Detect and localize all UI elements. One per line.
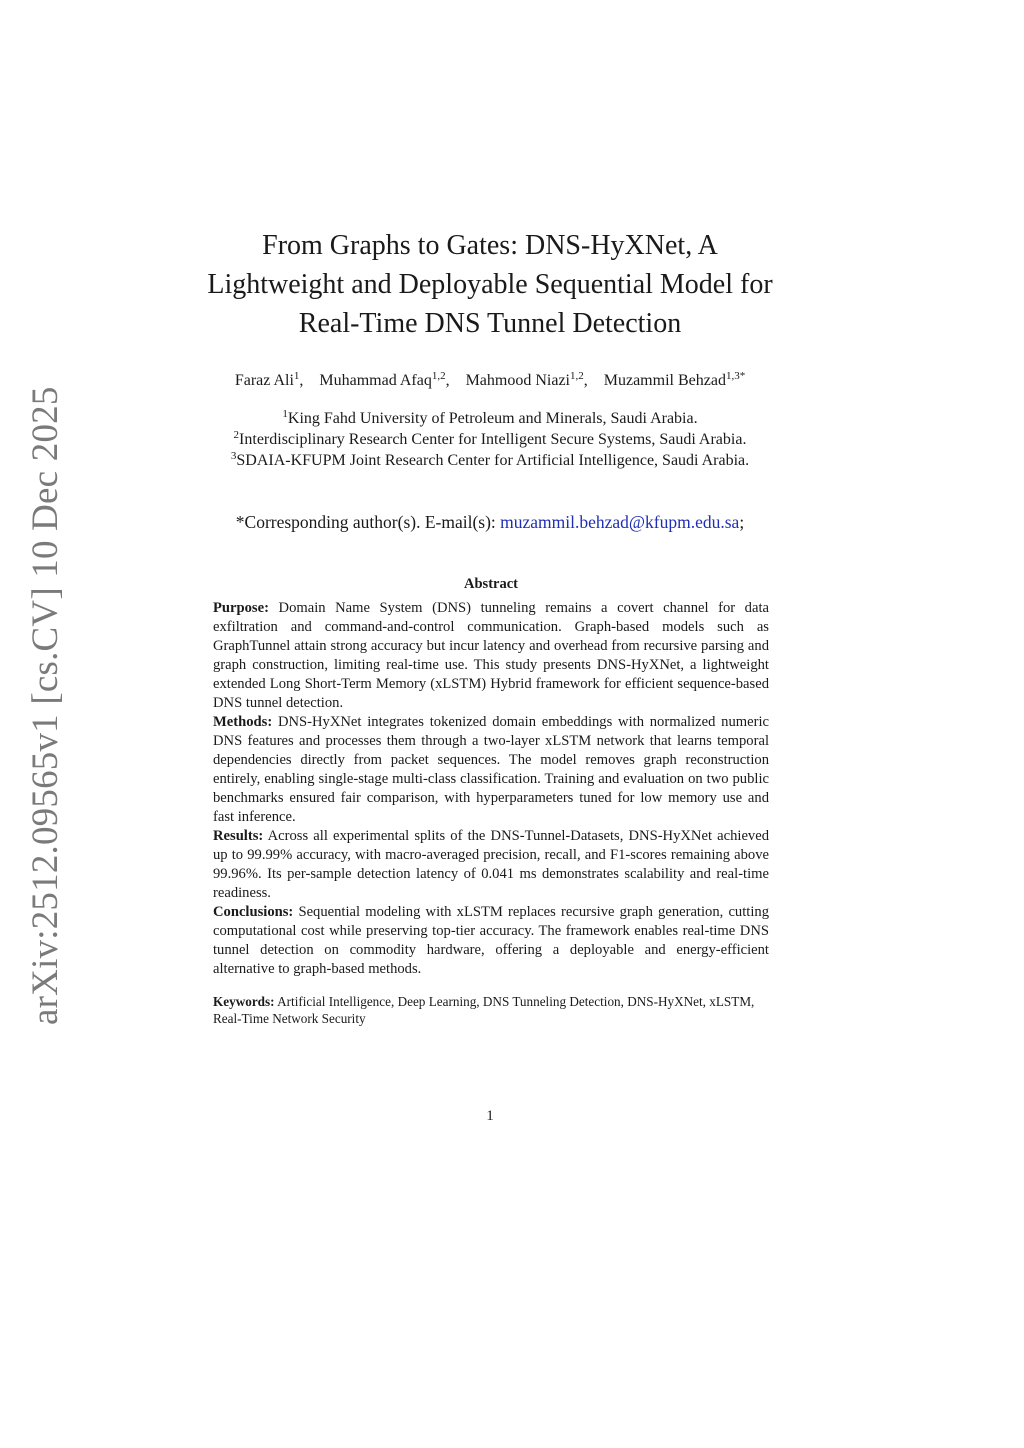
abstract-conclusions [213,903,769,979]
email-link[interactable]: muzammil.behzad@kfupm.edu.sa [500,512,740,532]
title-line: From Graphs to Gates: DNS-HyXNet, A [262,230,718,261]
abstract-purpose [213,599,769,713]
author-affil-mark: 1,2 [570,370,584,382]
corresponding-suffix: ; [739,512,745,532]
arxiv-identifier: arXiv:2512.09565v1 [cs.CV] 10 Dec 2025 [25,386,66,1025]
author-name: Muzammil Behzad [603,372,726,389]
affiliation-text: Interdisciplinary Research Center for Intelligent Secure Systems, Saudi Arabia. [239,431,747,448]
section-label: Methods: [213,714,273,730]
author-affil-mark: 1 [293,370,300,382]
author [604,372,745,389]
title-line: Real-Time DNS Tunnel Detection [298,308,682,339]
section-label: Purpose: [213,600,269,616]
author: Mahmood Niazi$^{1,2}$, [465,370,588,389]
affiliation-mark: 1 [282,408,288,420]
section-text: Domain Name System (DNS) tunneling remains a covert channel for data exfiltration and command-and-control communication. Graph-based models such as GraphTunnel attain strong accuracy but incur latency and overhead from recursive parsing and graph construction, limiting real-time use. This study presents DNS-HyXNet, a lightweight extended Long Short-Term Memory (xLSTM) Hybrid framework for efficient sequence-based DNS tunnel detection. [213,600,769,711]
affiliation [150,450,830,471]
corresponding-label: *Corresponding author(s). E-mail(s): [235,512,501,532]
section-label: Conclusions: [213,904,294,920]
paper-title [150,226,830,343]
abstract-heading: Abstract [464,576,518,592]
affiliation-list [150,408,830,471]
author-affil-mark: 1,3* [725,370,746,382]
corresponding-author [150,512,830,533]
author-affil-mark: 1,2 [431,370,446,382]
section-text: Across all experimental splits of the DNS-Tunnel-Datasets, DNS-HyXNet achieved up to 99.99% accuracy, with macro-averaged precision, recall, and F1-scores remaining above 99.96%. Its per-sample detection latency of 0.041 ms demonstrates scalability and real-time readiness. [213,828,769,901]
section-text: DNS-HyXNet integrates tokenized domain embeddings with normalized numeric DNS features and processes them through a two-layer xLSTM network that learns temporal dependencies directly from packet sequences. The model removes graph reconstruction entirely, enabling single-stage multi-class classification. Training and evaluation on two public benchmarks ensured fair comparison, with hyperparameters tuned for low memory use and fast inference. [213,714,769,825]
abstract-results [213,827,769,903]
abstract-body [213,599,769,979]
keywords [213,993,769,1027]
affiliation-mark: 2 [233,429,240,441]
title-line: Lightweight and Deployable Sequential Model for [207,269,773,300]
author-name: Muhammad Afaq [319,372,432,389]
affiliation-text: SDAIA-KFUPM Joint Research Center for Artificial Intelligence, Saudi Arabia. [236,452,750,469]
page-number: 1 [486,1108,494,1124]
affiliation [150,408,830,429]
author: Faraz Ali$^1$, [234,370,304,389]
author-name: Faraz Ali [234,372,294,389]
affiliation-text: King Fahd University of Petroleum and Minerals, Saudi Arabia. [287,410,698,427]
author-name: Mahmood Niazi [465,372,570,389]
author-list [150,372,830,390]
section-label: Results: [213,828,264,844]
keywords-label: Keywords: [213,994,275,1009]
affiliation [150,429,830,450]
author: Muhammad Afaq$^{1,2}$, [319,370,450,389]
affiliation-mark: 3 [230,450,237,462]
keywords-text: Artificial Intelligence, Deep Learning, DNS Tunneling Detection, DNS-HyXNet, xLSTM, Real-Time Network Security [213,994,755,1026]
abstract-methods [213,713,769,827]
section-text: Sequential modeling with xLSTM replaces recursive graph generation, cutting computational cost while preserving top-tier accuracy. The framework enables real-time DNS tunnel detection on commodity hardware, offering a deployable and energy-efficient alternative to graph-based methods. [213,904,769,977]
